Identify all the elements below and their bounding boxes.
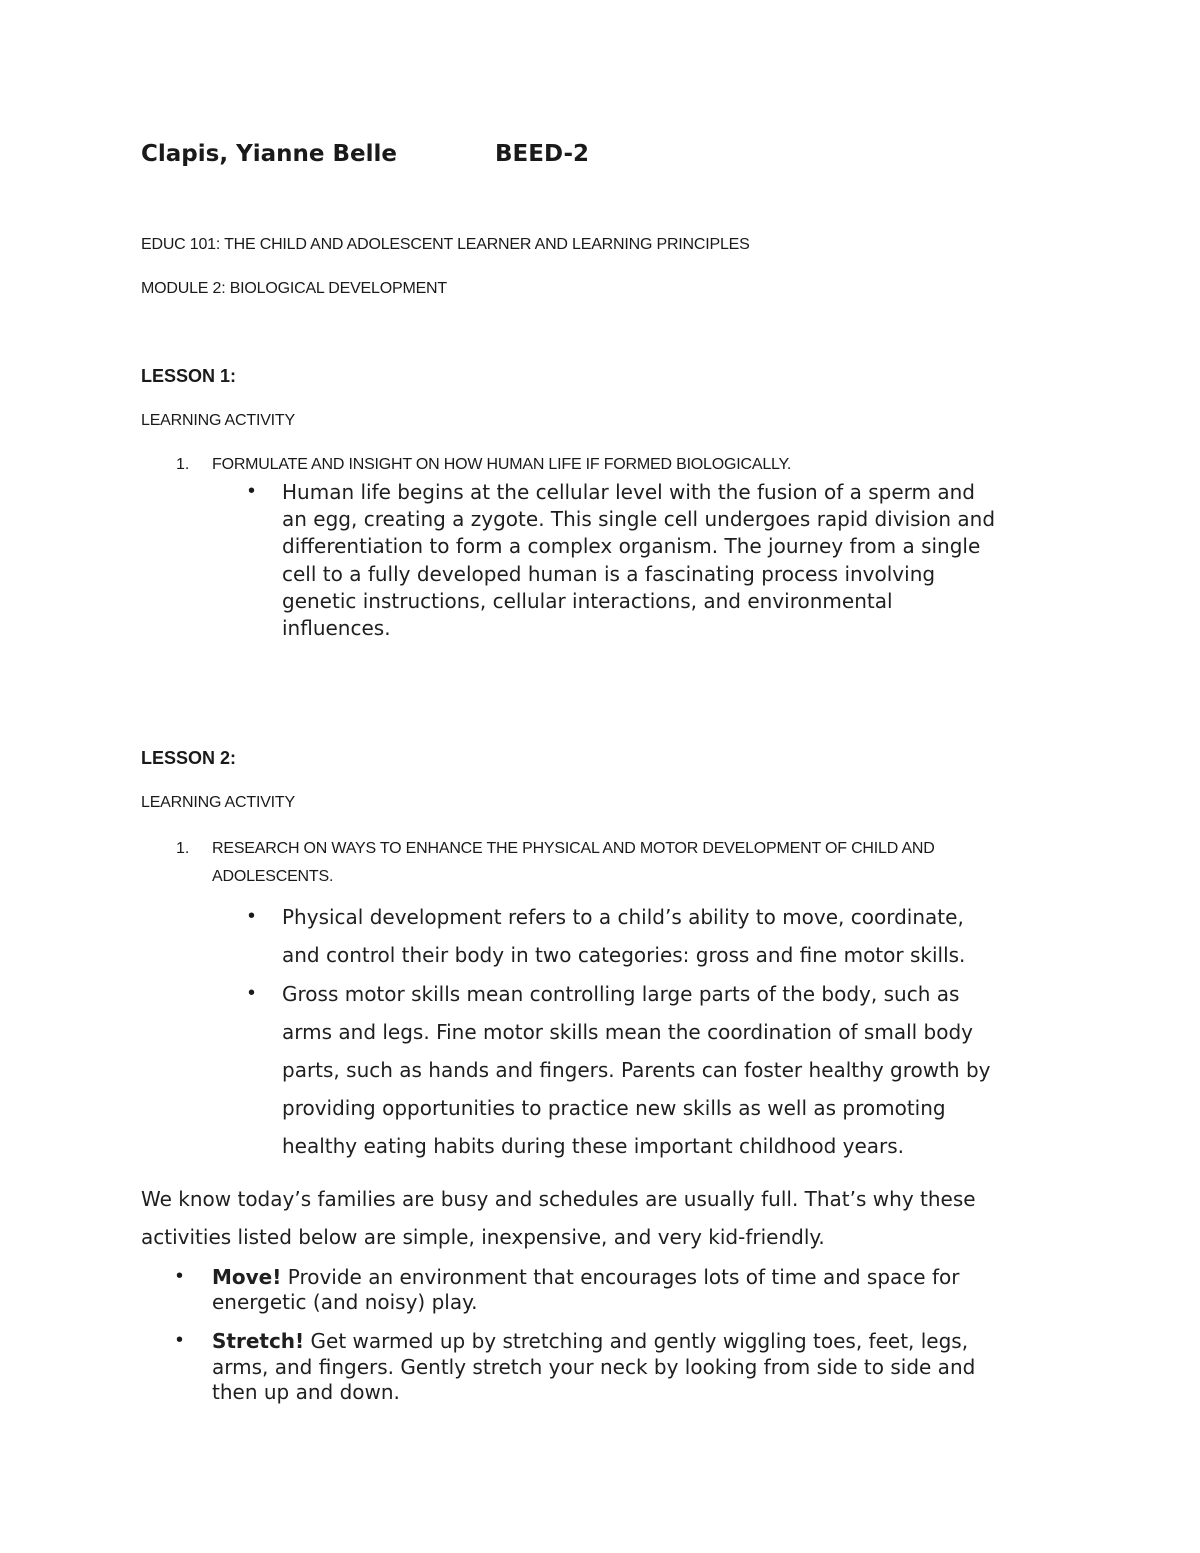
lesson1-bullet-line: Human life begins at the cellular level with the fusion of a sperm and [282, 480, 975, 504]
bullet-icon: • [176, 1265, 184, 1287]
intro-line: We know today’s families are busy and schedules are usually full. That’s why these [141, 1187, 976, 1211]
bullet-icon: • [248, 480, 256, 502]
activity-stretch-text: Get warmed up by stretching and gently wiggling toes, feet, legs, [310, 1329, 969, 1353]
lesson2-bullet2-line: providing opportunities to practice new skills as well as promoting [282, 1096, 946, 1120]
lesson1-bullet-line: influences. [282, 616, 391, 640]
lesson2-item-text-line: RESEARCH ON WAYS TO ENHANCE THE PHYSICAL AND MOTOR DEVELOPMENT OF CHILD AND [212, 840, 935, 857]
lesson1-bullet-line: an egg, creating a zygote. This single cell undergoes rapid division and [282, 507, 996, 531]
student-section: BEED-2 [495, 141, 590, 167]
lesson1-bullet-line: genetic instructions, cellular interactions, and environmental [282, 589, 893, 613]
course-title: EDUC 101: THE CHILD AND ADOLESCENT LEARNER AND LEARNING PRINCIPLES [141, 236, 750, 253]
module-title: MODULE 2: BIOLOGICAL DEVELOPMENT [141, 280, 447, 297]
lesson1-title: LESSON 1: [141, 366, 237, 386]
lesson2-bullet2-line: healthy eating habits during these important childhood years. [282, 1134, 905, 1158]
intro-line: activities listed below are simple, inexpensive, and very kid-friendly. [141, 1225, 825, 1249]
lesson2-title: LESSON 2: [141, 748, 237, 768]
bullet-icon: • [248, 982, 256, 1004]
lesson1-item-text: FORMULATE AND INSIGHT ON HOW HUMAN LIFE IF FORMED BIOLOGICALLY. [212, 456, 792, 473]
activity-stretch-line: arms, and fingers. Gently stretch your neck by looking from side to side and [212, 1355, 976, 1379]
lesson2-bullet2-line: Gross motor skills mean controlling large parts of the body, such as [282, 982, 960, 1006]
activity-stretch-title: Stretch! [212, 1329, 305, 1353]
activity-stretch-line [212, 1329, 968, 1353]
activity-move-line [212, 1265, 959, 1289]
lesson1-bullet-line: differentiation to form a complex organism. The journey from a single [282, 534, 981, 558]
activity-stretch-line: then up and down. [212, 1380, 400, 1404]
activity-move-line: energetic (and noisy) play. [212, 1290, 478, 1314]
activity-move-title: Move! [212, 1265, 282, 1289]
lesson1-bullet-line: cell to a fully developed human is a fascinating process involving [282, 562, 936, 586]
lesson1-item-number: 1. [176, 456, 190, 473]
lesson2-activity-label: LEARNING ACTIVITY [141, 794, 295, 811]
bullet-icon: • [176, 1329, 184, 1351]
bullet-icon: • [248, 905, 256, 927]
lesson2-bullet1-line: Physical development refers to a child’s ability to move, coordinate, [282, 905, 964, 929]
lesson2-bullet2-line: arms and legs. Fine motor skills mean the coordination of small body [282, 1020, 974, 1044]
activity-move-text: Provide an environment that encourages lots of time and space for [287, 1265, 960, 1289]
student-name: Clapis, Yianne Belle [141, 141, 397, 167]
lesson2-item-number: 1. [176, 840, 190, 857]
lesson1-activity-label: LEARNING ACTIVITY [141, 412, 295, 429]
lesson2-bullet1-line: and control their body in two categories: gross and fine motor skills. [282, 943, 966, 967]
lesson2-bullet2-line: parts, such as hands and fingers. Parents can foster healthy growth by [282, 1058, 991, 1082]
lesson2-item-text-line: ADOLESCENTS. [212, 868, 334, 885]
